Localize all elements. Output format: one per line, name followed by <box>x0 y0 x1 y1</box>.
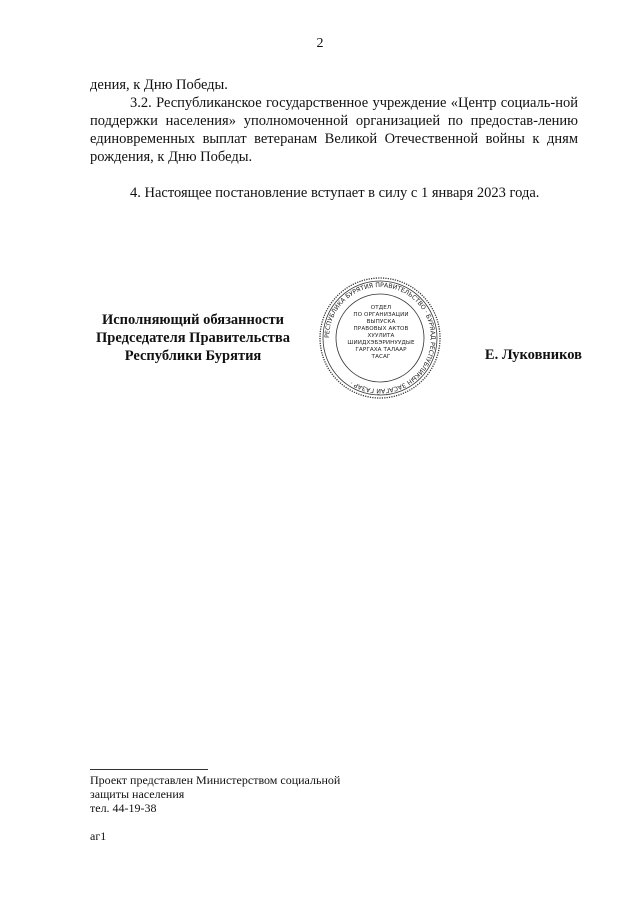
signatory-title-line-3: Республики Бурятия <box>124 348 262 364</box>
signatory-title-line-2: Председателя Правительства <box>96 330 290 346</box>
footer-note <box>90 773 340 815</box>
footer-divider <box>90 769 208 770</box>
seal-line-5: ХУУЛИТА <box>367 333 395 339</box>
footer-line-2: защиты населения <box>90 787 185 801</box>
paragraph-continuation: дения, к Дню Победы. <box>90 77 228 93</box>
seal-line-1: ОТДЕЛ <box>370 305 392 311</box>
seal-ring-text: РЕСПУБЛИКА БУРЯТИЯ ПРАВИТЕЛЬСТВО · БУРЯАД РЕСПУБЛИКЫН ЗАСАГАЙ ГАЗАР · <box>323 281 437 395</box>
seal-line-4: ПРАВОВЫХ АКТОВ <box>353 326 409 332</box>
signatory-name: Е. Луковников <box>484 347 582 363</box>
seal-center-text <box>338 305 424 361</box>
page-number: 2 <box>316 36 324 51</box>
seal-line-6: ШИИДХЭБЭРИНУУДЫЕ <box>347 340 415 346</box>
seal-line-8: ТАСАГ <box>371 354 391 360</box>
signatory-title-line-1: Исполняющий обязанности <box>101 312 285 328</box>
seal-line-2: ПО ОРГАНИЗАЦИИ <box>353 312 409 318</box>
footer-line-3: тел. 44-19-38 <box>90 801 157 815</box>
footer-line-1: Проект представлен Министерством социальной <box>90 773 341 787</box>
paragraph-3-2: 3.2. Республиканское государственное учреждение «Центр социаль-ной поддержки населения» уполномоченной организацией по предостав-лению единовременных выплат ветеранам Великой Отечественной войны к дням рождения, к Дню Победы. <box>90 95 578 165</box>
paragraph-4: 4. Настоящее постановление вступает в силу с 1 января 2023 года. <box>130 185 540 201</box>
seal-line-7: ГАРГАХА ТАЛААР <box>355 347 407 353</box>
document-code: аг1 <box>90 829 107 843</box>
seal-line-3: ВЫПУСКА <box>366 319 396 325</box>
document-body <box>90 76 578 202</box>
signatory-title <box>88 311 298 365</box>
